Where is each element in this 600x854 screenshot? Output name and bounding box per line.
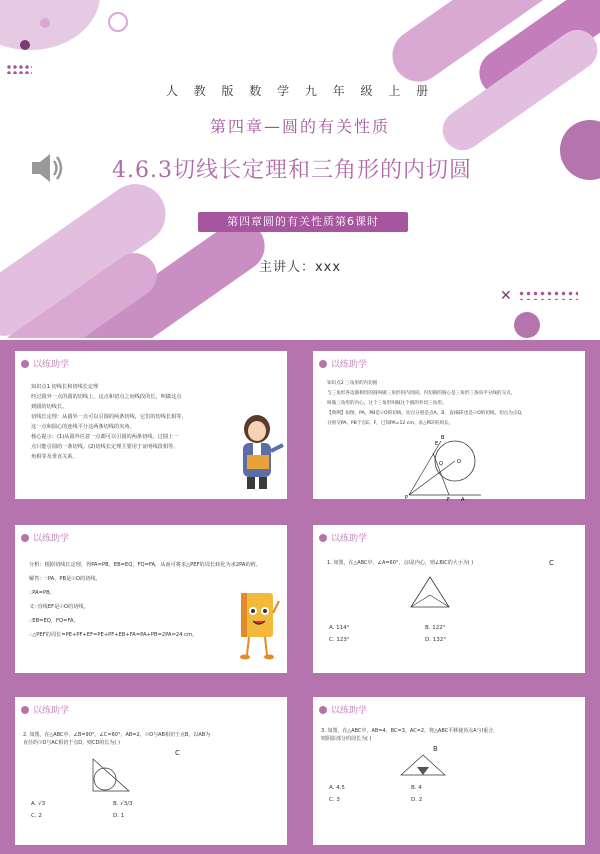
option-d[interactable]: D. 2 [411,797,423,803]
slide-header: 以练助学 [319,703,367,716]
cover-title: 4.6.3切线长定理和三角形的内切圆 [112,158,472,183]
bullet-icon [21,706,29,714]
cover-chapter: 第四章—圆的有关性质 [209,117,390,136]
bullet-icon [21,360,29,368]
option-b[interactable]: B. 4 [411,785,422,791]
decor-circle [20,40,30,50]
decor-ring [108,12,128,32]
slide-thumbnail[interactable] [304,342,594,508]
cover-slide [0,0,600,338]
decor-circle [40,18,50,28]
speaker-icon[interactable] [26,148,66,188]
label-B: B [441,435,445,441]
cover-speaker: 主讲人：xxx [258,260,342,275]
slide-body: 知识点1 切线长和切线长定理 经过圆外一点的圆的切线上，这点和切点之间线段的长，叫做这点 到圆的切线长。 切线长定理：从圆外一点可以引圆的两条切线，它们的切线长相等， 这一点和圆心的连线平分这两条切线的夹角。 核心提示：(1)从圆外任意一点都可以引圆的两条切线，过圆上一 点只能引圆的一条切线。(2)切线长定理主要用于证明线段相等、 角相等及垂直关系。 [31,384,187,460]
answer-label: C [175,749,180,757]
label-F: F [447,497,450,501]
label-O: O [457,459,461,465]
slide-thumbnail[interactable] [6,516,296,682]
label-E: E [435,441,439,447]
slide-header: 以练助学 [21,703,69,716]
bullet-icon [21,534,29,542]
answer-label: C [549,559,554,567]
decor-x-icon: ✕ [500,288,512,304]
option-b[interactable]: B. √3/3 [113,801,133,807]
triangle-figure [409,575,451,611]
label-A: A [461,497,465,501]
circle-triangle-figure [85,755,135,795]
decor-circle [514,312,540,338]
decor-dots [518,290,578,300]
teacher-illustration [229,411,287,491]
slide-thumbnail[interactable] [6,342,296,508]
book-mascot-illustration [233,589,281,667]
label-P: P [405,495,409,501]
option-a[interactable]: A. 114° [329,625,350,631]
shaded-triangle-figure [399,753,447,779]
question-text: 2. 如图，在△ABC中，∠B=90°，∠C=60°，AB=2，☉O与AB相切于点B，以AB为直径的☉O与AC相切于点D，则CD的长为( ) [23,732,211,746]
tangent-figure [403,431,493,501]
bullet-icon [319,706,327,714]
slide-thumbnail[interactable] [304,688,594,854]
option-c[interactable]: C. 123° [329,637,350,643]
bullet-icon [319,534,327,542]
cover-subtitle: 人 教 版 数 学 九 年 级 上 册 [165,84,435,98]
slide-header: 以练助学 [319,531,367,544]
answer-label: B [433,745,438,753]
decor-circle [0,0,100,50]
slide-body: 分析：根据切线长定理，得PA=PB，EB=EQ，FQ=FA，从而可将求△PEF的周长转化为求2PA的值。 解答：∵PA、PB是☉O的切线， ∴PA=PB。 又∵直线EF是☉O的切线， ∴EB=EQ，FQ=FA， ∴△PEF的周长=PE+PF+EF=PE+PF+EB+FA=PA+PB=2PA=24 cm。 [29,562,262,638]
question-text: 1. 如图，在△ABC中，∠A=60°，点I是内心，则∠BIC的大小为( ) [327,560,474,566]
slide-body: 知识点2 三角形的内切圆 与三角形各边都相切的圆叫做三角形的内切圆。内切圆的圆心是三角形三条角平分线的交点， 叫做三角形的内心。这个三角形叫做这个圆的外切三角形。 【典例】如图，PA、PB是☉O的切线，切点分别是点A、B，直线EF也是☉O的切线，切点为点Q， 分别交PA、PB于点E、F，已知PA=12 cm，求△PEF的周长。 [327,381,526,426]
option-b[interactable]: B. 122° [425,625,446,631]
option-d[interactable]: D. 1 [113,813,125,819]
option-a[interactable]: A. √3 [31,801,46,807]
cover-banner: 第四章圆的有关性质第6课时 [198,212,408,232]
option-c[interactable]: C. 2 [31,813,42,819]
option-c[interactable]: C. 3 [329,797,340,803]
slide-header: 以练助学 [319,357,367,370]
question-text: 3. 如图，在△ABC中，AB=4，BC=3，AC=2，将△ABC平移使顶点A与I重合，则阴影部分的周长为( ) [321,728,499,742]
slide-thumbnail[interactable] [304,516,594,682]
decor-dots [6,64,32,74]
option-d[interactable]: D. 132° [425,637,446,643]
slide-grid [0,340,600,854]
option-a[interactable]: A. 4.5 [329,785,345,791]
bullet-icon [319,360,327,368]
slide-thumbnail[interactable] [6,688,296,854]
slide-header: 以练助学 [21,531,69,544]
label-Q: Q [439,461,443,467]
slide-header: 以练助学 [21,357,69,370]
